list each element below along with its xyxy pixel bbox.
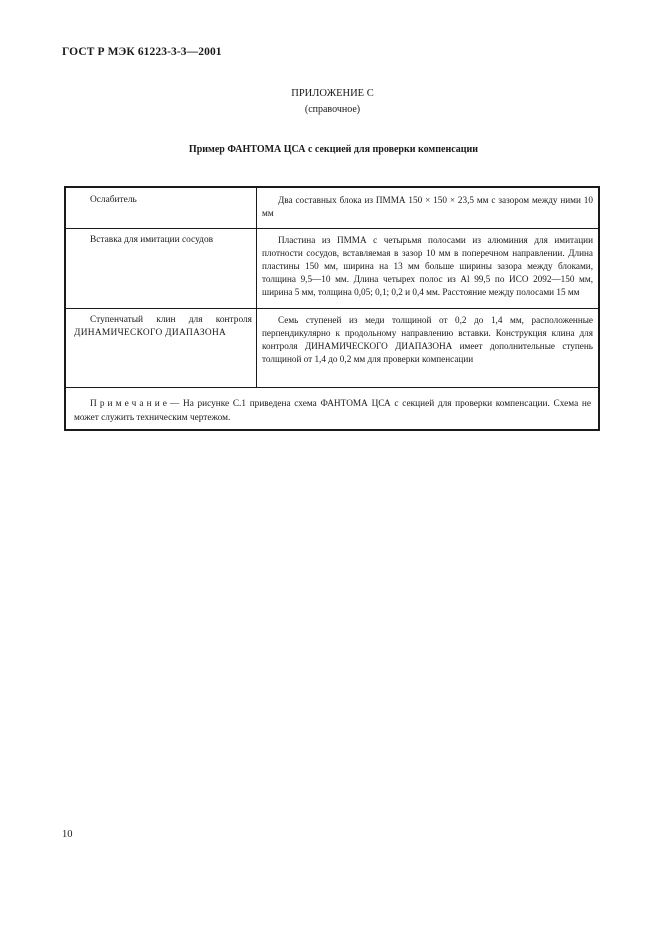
table-row-vessel-insert [66, 228, 598, 309]
document-code-header: ГОСТ Р МЭК 61223-3-3—2001 [62, 46, 222, 58]
table-row-step-wedge [66, 308, 598, 388]
row-label [66, 308, 257, 387]
table-row-attenuator [66, 188, 598, 229]
note-label: Примечание [90, 399, 170, 409]
page-number: 10 [62, 829, 73, 840]
row-value: Два составных блока из ПММА 150 × 150 × 23,5 мм с зазором между ними 10 мм [262, 195, 593, 219]
appendix-title: ПРИЛОЖЕНИЕ С [291, 88, 374, 99]
row-label: Ослабитель [66, 188, 257, 228]
specification-table [64, 186, 600, 431]
row-label-line1: Ступенчатый клин для контроля [90, 315, 252, 325]
note-text: — На рисунке С.1 приведена схема ФАНТОМА ЦСА с секцией для проверки компенсации. Схема не может служить техническим чертежом. [74, 399, 591, 423]
row-label-line2: ДИНАМИЧЕСКОГО ДИАПАЗОНА [74, 328, 227, 338]
table-title: Пример ФАНТОМА ЦСА с секцией для проверки компенсации [188, 144, 479, 155]
row-value: Семь ступеней из меди толщиной от 0,2 до 1,4 мм, расположенные перпендикулярно к продольному направлению вставки. Конструкция клина для контроля ДИНАМИЧЕСКОГО ДИАПАЗОНА имеет дополнительные ступень толщиной от 1,4 до 0,2 мм для проверки компенсации [262, 315, 593, 365]
row-label: Вставка для имитации сосудов [66, 228, 257, 308]
table-note [66, 387, 598, 429]
row-value: Пластина из ПММА с четырьмя полосами из алюминия для имитации плотности сосудов, вставляемая в зазор 10 мм в поперечном направлении. Длина пластины 150 мм, ширина на 13 мм больше ширины зазора между блоками, толщина 9,5—10 мм. Длина четырех полос из Al 99,5 по ИСО 2092—150 мм, ширина 5 мм, толщина 0,05; 0,1; 0,2 и 0,4 мм. Расстояние между полосами 15 мм [262, 235, 593, 298]
appendix-subtitle: (справочное) [304, 104, 361, 115]
